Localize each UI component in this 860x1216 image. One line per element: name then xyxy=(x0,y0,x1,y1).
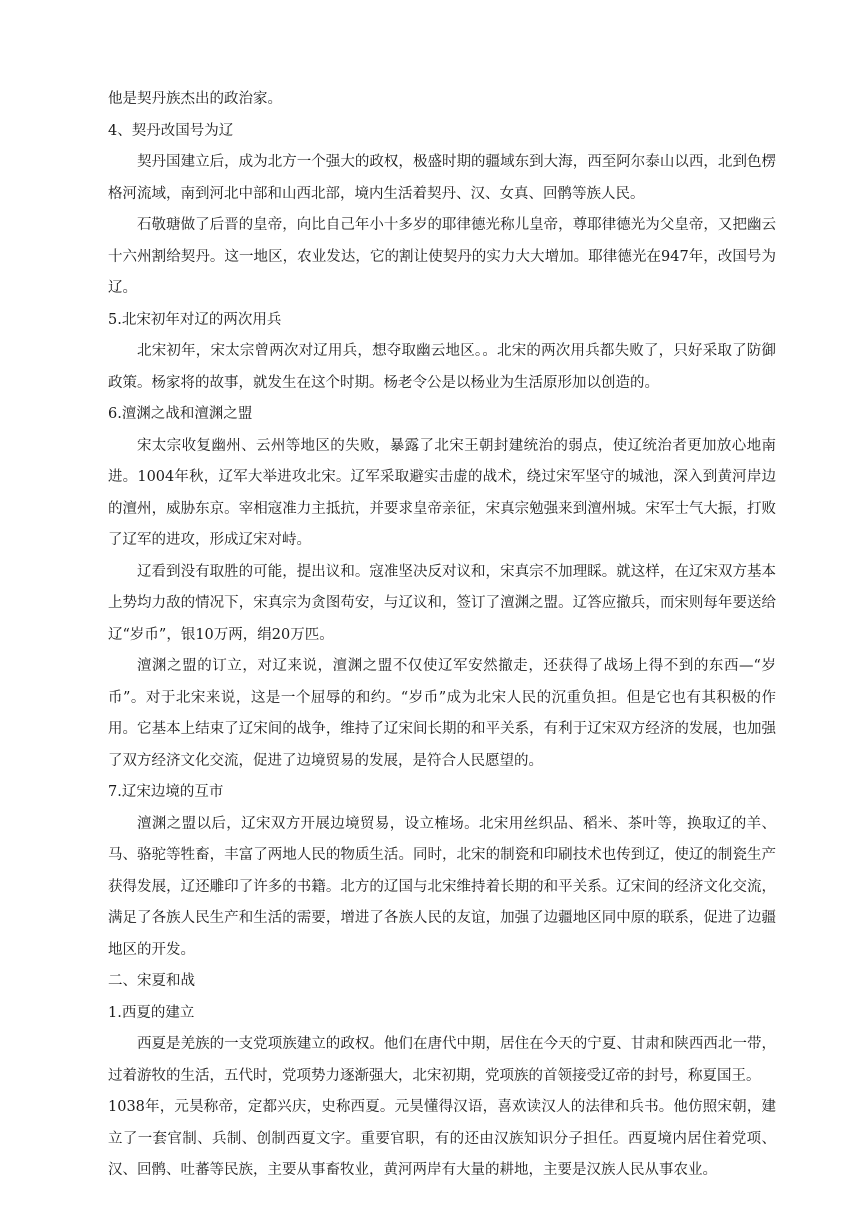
paragraph: 宋太宗收复幽州、云州等地区的失败，暴露了北宋王朝封建统治的弱点，使辽统治者更加放心地南进。1004年秋，辽军大举进攻北宋。辽军采取避实击虚的战术，绕过宋军坚守的城池，深入到黄河岸边的澶州，威胁东京。宰相寇准力主抵抗，并要求皇帝亲征，宋真宗勉强来到澶州城。宋军士气大振，打败了辽军的进攻，形成辽宋对峙。 xyxy=(108,437,776,548)
section-heading: 5.北宋初年对辽的两次用兵 xyxy=(108,311,282,328)
text-line: 1038年，元昊称帝，定都兴庆，史称西夏。元昊懂得汉语，喜欢读汉人的法律和兵书。他仿照宋朝，建立了一套官制、兵制、创制西夏文字。重要官职，有的还由汉族知识分子担任。西夏境内居住着党项、汉、回鹘、吐蕃等民族，主要从事畜牧业，黄河两岸有大量的耕地，主要是汉族人民从事农业。 xyxy=(108,1099,776,1178)
paragraph: 西夏是羌族的一支党项族建立的政权。他们在唐代中期，居住在今天的宁夏、甘肃和陕西西北一带，过着游牧的生活，五代时，党项势力逐渐强大，北宋初期，党项族的首领接受辽帝的封号，称夏国王。 xyxy=(108,1036,776,1084)
section-heading: 1.西夏的建立 xyxy=(108,1004,195,1021)
paragraph: 澶渊之盟以后，辽宋双方开展边境贸易，设立榷场。北宋用丝织品、稻米、茶叶等，换取辽的羊、马、骆驼等牲畜，丰富了两地人民的物质生活。同时，北宋的制瓷和印刷技术也传到辽，使辽的制瓷生产获得发展，辽还雕印了许多的书籍。北方的辽国与北宋维持着长期的和平关系。辽宋间的经济文化交流，满足了各族人民生产和生活的需要，增进了各族人民的友谊，加强了边疆地区同中原的联系，促进了边疆地区的开发。 xyxy=(108,815,776,958)
paragraph: 石敬瑭做了后晋的皇帝，向比自己年小十多岁的耶律德光称儿皇帝，尊耶律德光为父皇帝，又把幽云十六州割给契丹。这一地区，农业发达，它的割让使契丹的实力大大增加。耶律德光在947年，改国号为辽。 xyxy=(108,217,776,296)
section-heading: 7.辽宋边境的互市 xyxy=(108,784,224,800)
document-page xyxy=(108,84,776,1187)
section-heading: 6.澶渊之战和澶渊之盟 xyxy=(108,406,253,422)
section-heading: 4、契丹改国号为辽 xyxy=(108,122,234,139)
paragraph: 辽看到没有取胜的可能，提出议和。寇准坚决反对议和，宋真宗不加理睬。就这样，在辽宋双方基本上势均力敌的情况下，宋真宗为贪图苟安，与辽议和，签订了澶渊之盟。辽答应撤兵，而宋则每年要送给辽“岁币”，银10万两，绢20万匹。 xyxy=(108,563,776,643)
section-heading: 二、宋夏和战 xyxy=(108,973,195,989)
paragraph: 澶渊之盟的订立，对辽来说，澶渊之盟不仅使辽军安然撤走，还获得了战场上得不到的东西—“岁币”。对于北宋来说，这是一个屈辱的和约。“岁币”成为北宋人民的沉重负担。但是它也有其积极的作用。它基本上结束了辽宋间的战争，维持了辽宋间长期的和平关系，有利于辽宋双方经济的发展，也加强了双方经济文化交流，促进了边境贸易的发展，是符合人民愿望的。 xyxy=(108,658,776,769)
text-line: 他是契丹族杰出的政治家。 xyxy=(108,91,282,107)
paragraph: 契丹国建立后，成为北方一个强大的政权，极盛时期的疆域东到大海，西至阿尔泰山以西，北到色楞格河流域，南到河北中部和山西北部，境内生活着契丹、汉、女真、回鹘等族人民。 xyxy=(108,154,776,202)
paragraph: 北宋初年，宋太宗曾两次对辽用兵，想夺取幽云地区。。北宋的两次用兵都失败了，只好采取了防御政策。杨家将的故事，就发生在这个时期。杨老令公是以杨业为生活原形加以创造的。 xyxy=(108,343,776,391)
